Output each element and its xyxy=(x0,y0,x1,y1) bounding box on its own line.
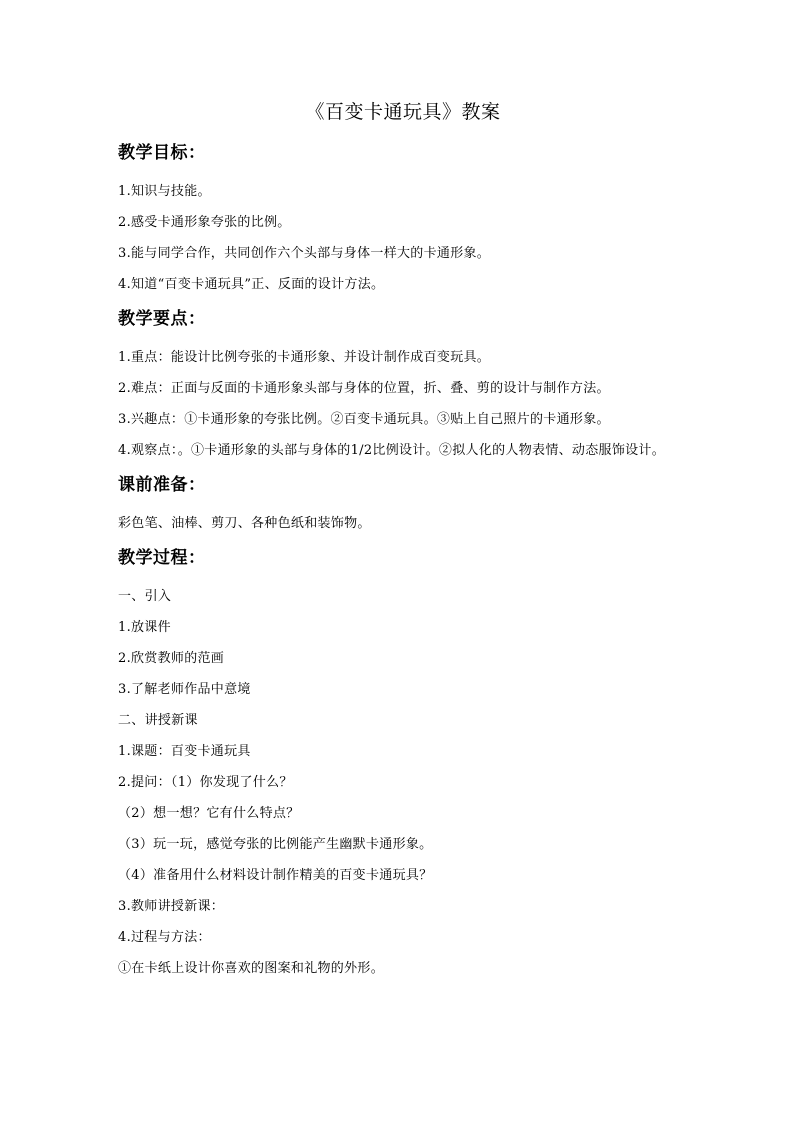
process-heading: 教学过程： xyxy=(118,548,206,568)
process-item: 一、引入 xyxy=(118,589,172,604)
objective-item: 1.知识与技能。 xyxy=(118,184,211,199)
objective-item: 4.知道“百变卡通玩具”正、反面的设计方法。 xyxy=(118,277,385,292)
process-section xyxy=(118,547,688,984)
document-page xyxy=(118,100,688,992)
objectives-heading: 教学目标： xyxy=(118,143,206,163)
key-point-item: 3.兴趣点：①卡通形象的夸张比例。②百变卡通玩具。③贴上自己照片的卡通形象。 xyxy=(118,412,610,427)
process-item: 2.欣赏教师的范画 xyxy=(118,651,225,666)
key-point-item: 2.难点：正面与反面的卡通形象头部与身体的位置，折、叠、剪的设计与制作方法。 xyxy=(118,381,610,396)
key-points-section xyxy=(118,308,688,466)
objective-item: 3.能与同学合作，共同创作六个头部与身体一样大的卡通形象。 xyxy=(118,246,491,261)
key-points-heading: 教学要点： xyxy=(118,309,206,329)
preparation-item: 彩色笔、油棒、剪刀、各种色纸和装饰物。 xyxy=(118,516,371,531)
objective-item: 2.感受卡通形象夸张的比例。 xyxy=(118,215,291,230)
preparation-heading: 课前准备： xyxy=(118,475,206,495)
preparation-section xyxy=(118,474,688,539)
process-item: 3.教师讲授新课： xyxy=(118,899,225,914)
process-item: 1.课题：百变卡通玩具 xyxy=(118,744,251,759)
process-item: （4）准备用什么材料设计制作精美的百变卡通玩具？ xyxy=(118,868,433,883)
document-title: 《百变卡通玩具》教案 xyxy=(305,101,501,123)
process-item: 1.放课件 xyxy=(118,620,171,635)
process-item: 二、讲授新课 xyxy=(118,713,198,728)
key-point-item: 1.重点：能设计比例夸张的卡通形象、并设计制作成百变玩具。 xyxy=(118,350,491,365)
process-item: 3.了解老师作品中意境 xyxy=(118,682,251,697)
process-item: ①在卡纸上设计你喜欢的图案和礼物的外形。 xyxy=(118,961,385,976)
process-item: （3）玩一玩，感觉夸张的比例能产生幽默卡通形象。 xyxy=(118,837,433,852)
process-item: 2.提问：（1）你发现了什么？ xyxy=(118,775,293,790)
objectives-section xyxy=(118,142,688,300)
process-item: 4.过程与方法： xyxy=(118,930,211,945)
process-item: （2）想一想？它有什么特点？ xyxy=(118,806,300,821)
key-point-item: 4.观察点：。①卡通形象的头部与身体的1/2比例设计。②拟人化的人物表情、动态服饰设计。 xyxy=(118,443,666,458)
